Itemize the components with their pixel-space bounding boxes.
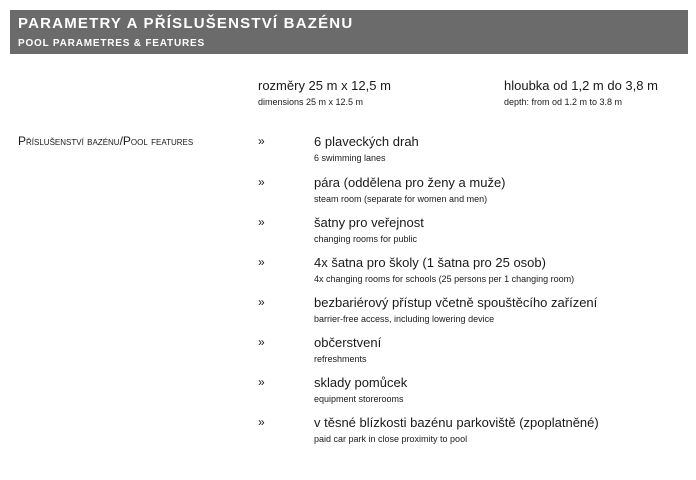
feature-cz: 4x šatna pro školy (1 šatna pro 25 osob) xyxy=(314,255,546,270)
depth-en: depth: from od 1.2 m to 3.8 m xyxy=(504,97,623,107)
depth-cz: hloubka od 1,2 m do 3,8 m xyxy=(504,78,658,93)
dimensions-block xyxy=(258,78,391,107)
bullet-icon: » xyxy=(258,175,265,189)
bullet-icon: » xyxy=(258,255,265,269)
feature-en: refreshments xyxy=(314,354,367,364)
feature-en: paid car park in close proximity to pool xyxy=(314,434,468,444)
feature-cz: občerstvení xyxy=(314,335,382,350)
section-label: Příslušenství bazénu/Pool features xyxy=(18,134,194,148)
bullet-icon: » xyxy=(258,335,265,349)
page-title: PARAMETRY A PŘÍSLUŠENSTVÍ BAZÉNU xyxy=(18,15,354,32)
feature-cz: v těsné blízkosti bazénu parkoviště (zpoplatněné) xyxy=(314,415,599,430)
feature-en: 6 swimming lanes xyxy=(314,153,386,163)
feature-cz: bezbariérový přístup včetně spouštěcího zařízení xyxy=(314,295,598,310)
feature-en: changing rooms for public xyxy=(314,234,418,244)
feature-en: steam room (separate for women and men) xyxy=(314,194,488,204)
bullet-icon: » xyxy=(258,295,265,309)
feature-cz: pára (oddělena pro ženy a muže) xyxy=(314,175,506,190)
bullet-icon: » xyxy=(258,215,265,229)
bullet-icon: » xyxy=(258,375,265,389)
dimensions-en: dimensions 25 m x 12.5 m xyxy=(258,97,364,107)
feature-cz: 6 plaveckých drah xyxy=(314,134,419,149)
feature-cz: sklady pomůcek xyxy=(314,375,408,390)
depth-block xyxy=(504,78,658,107)
bullet-icon: » xyxy=(258,134,265,148)
feature-cz: šatny pro veřejnost xyxy=(314,215,424,230)
feature-en: 4x changing rooms for schools (25 persons per 1 changing room) xyxy=(314,274,575,284)
feature-en: barrier-free access, including lowering device xyxy=(314,314,495,324)
feature-en: equipment storerooms xyxy=(314,394,404,404)
page-subtitle: POOL PARAMETRES & FEATURES xyxy=(18,38,205,49)
header-banner xyxy=(10,10,688,54)
bullet-icon: » xyxy=(258,415,265,429)
dimensions-cz: rozměry 25 m x 12,5 m xyxy=(258,78,391,93)
